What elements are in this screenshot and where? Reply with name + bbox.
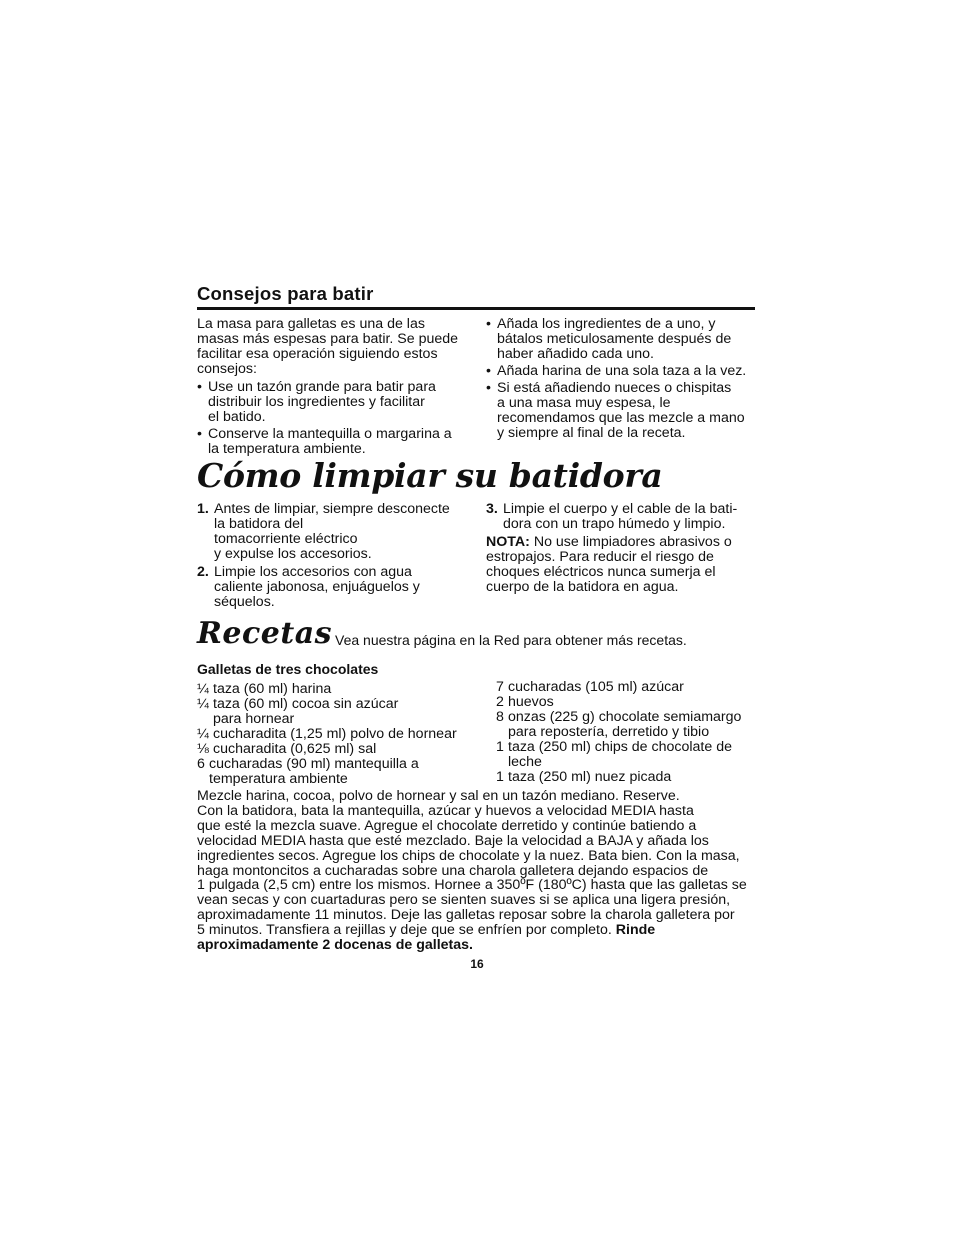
tip-bullet: • Añada los ingredientes de a uno, y bátalos meticulosamente después de haber añadido cada uno.: [486, 317, 758, 362]
ingredient-item: 6 cucharadas (90 ml) mantequilla a temperatura ambiente: [197, 756, 419, 787]
ingredient-item: ¼ taza (60 ml) harina: [197, 681, 332, 697]
recipe-yield-amount: aproximadamente 2 docenas de galletas.: [197, 937, 473, 954]
recipes-web-note: Vea nuestra página en la Red para obtener más recetas.: [335, 632, 687, 648]
ingredient-item: 7 cucharadas (105 ml) azúcar: [496, 679, 684, 695]
cleaning-step: 2. Limpie los accesorios con agua caliente jabonosa, enjuáguelos y séquelos.: [197, 564, 420, 610]
cleaning-note: NOTA: No use limpiadores abrasivos o estropajos. Para reducir el riesgo de choques eléctricos nunca sumerja el cuerpo de la batidora en agua.: [486, 534, 732, 595]
tips-left-column: [197, 317, 472, 457]
recipes-heading: Recetas: [197, 616, 333, 651]
cleaning-heading: Cómo limpiar su batidora: [197, 456, 663, 495]
tip-bullet: • Añada harina de una sola taza a la vez.: [486, 364, 758, 379]
heading-rule: [197, 307, 755, 310]
cleaning-left-column: [197, 502, 477, 610]
ingredients-right: [496, 680, 758, 785]
tips-intro: La masa para galletas es una de las masas más espesas para batir. Se puede facilitar esa operación siguiendo estos consejos:: [197, 316, 459, 377]
ingredient-item: 1 taza (250 ml) nuez picada: [496, 769, 672, 785]
ingredient-item: 2 huevos: [496, 694, 554, 710]
page-number: 16: [470, 957, 484, 971]
cleaning-step: 3. Limpie el cuerpo y el cable de la bati- dora con un trapo húmedo y limpio.: [486, 501, 738, 532]
cleaning-right-column: [486, 502, 758, 595]
ingredient-item: ¼ cucharadita (1,25 ml) polvo de hornear: [197, 726, 457, 742]
ingredient-item: ¼ taza (60 ml) cocoa sin azúcar para hornear: [197, 696, 399, 727]
tip-bullet: • Conserve la mantequilla o margarina a la temperatura ambiente.: [197, 427, 472, 457]
ingredient-item: 1 taza (250 ml) chips de chocolate de leche: [496, 739, 732, 770]
recipe-yield: Rinde: [615, 922, 656, 939]
tip-bullet: • Si está añadiendo nueces o chispitas a una masa muy espesa, le recomendamos que las mezcle a mano y siempre al final de la receta.: [486, 381, 758, 441]
tip-bullet: • Use un tazón grande para batir para distribuir los ingredientes y facilitar el batido.: [197, 380, 472, 425]
cleaning-step: 1. Antes de limpiar, siempre desconecte la batidora del tomacorriente eléctrico y expulse los accesorios.: [197, 501, 450, 562]
recipe-title: Galletas de tres chocolates: [197, 661, 379, 677]
ingredient-item: ⅛ cucharadita (0,625 ml) sal: [197, 741, 377, 757]
tips-heading: Consejos para batir: [197, 283, 374, 304]
ingredient-item: 8 onzas (225 g) chocolate semiamargo para repostería, derretido y tibio: [496, 709, 742, 740]
recipe-instructions: Mezcle harina, cocoa, polvo de hornear y sal en un tazón mediano. Reserve. Con la batidora, bata la mantequilla, azúcar y huevos a velocidad MEDIA hasta que esté la mezcla suave. Agregue el chocolate derretido y continúe batiendo a velocidad MEDIA hasta que esté mezclado. Baje la velocidad a BAJA y añada los ingredientes secos. Agregue los chips de chocolate y la nuez. Bata bien. Con la masa, haga montoncitos a cucharadas sobre una charola galletera dejando espacios de 1 pulgada (2,5 cm) entre los mismos. Hornee a 350ºF (180ºC) hasta que las galletas se vean secas y con cuartaduras pero se sienten suaves si se aplica una ligera presión, aproximadamente 11 minutos. Deje las galletas reposar sobre la charola galletera por 5 minutos. Transfiera a rejillas y deje que se enfríen por completo. Rinde aproximadamente 2 docenas de galletas.: [197, 788, 747, 954]
tips-right-column: [486, 317, 758, 441]
ingredients-left: [197, 682, 487, 787]
